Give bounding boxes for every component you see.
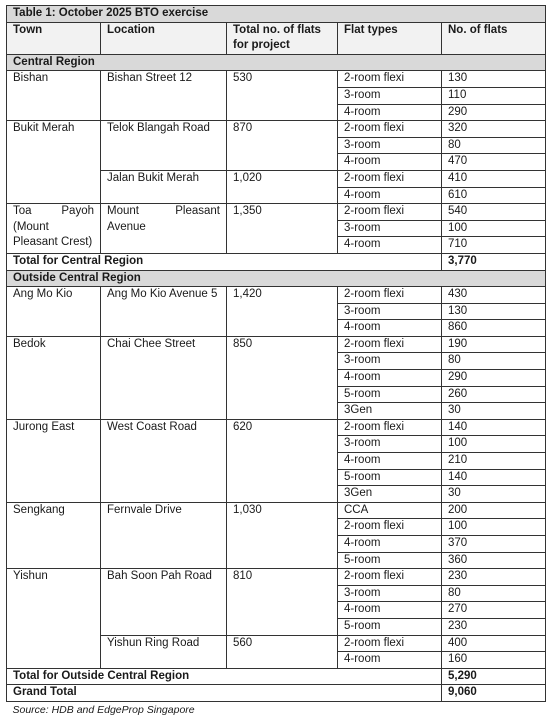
flat-type-cell: 4-room [338,237,442,254]
project-total-cell: 870 [227,121,338,171]
flat-count-cell: 80 [442,137,546,154]
town-cell: Bedok [7,336,101,419]
flat-count-cell: 290 [442,370,546,387]
flat-type-cell: 5-room [338,618,442,635]
table-row [7,204,546,221]
flat-count-cell: 210 [442,453,546,470]
subtotal-row-outside [7,668,546,685]
location-cell: Chai Chee Street [101,336,227,419]
table-row [7,336,546,353]
table-row [7,71,546,88]
flat-count-cell: 410 [442,170,546,187]
region-heading-central: Central Region [7,54,546,71]
flat-count-cell: 710 [442,237,546,254]
flat-count-cell: 860 [442,320,546,337]
location-cell: Mount Pleasant Avenue [101,204,227,254]
flat-type-cell: 5-room [338,469,442,486]
header-row [7,22,546,54]
flat-type-cell: 2-room flexi [338,287,442,304]
flat-count-cell: 80 [442,353,546,370]
subtotal-value: 3,770 [442,253,546,270]
location-cell: West Coast Road [101,419,227,502]
flat-type-cell: 2-room flexi [338,569,442,586]
table-caption: Table 1: October 2025 BTO exercise [7,6,546,23]
location-cell: Bishan Street 12 [101,71,227,121]
table-row [7,287,546,304]
region-heading-outside: Outside Central Region [7,270,546,287]
flat-type-cell: 5-room [338,552,442,569]
location-cell: Ang Mo Kio Avenue 5 [101,287,227,337]
flat-count-cell: 100 [442,519,546,536]
flat-type-cell: 3-room [338,585,442,602]
flat-type-cell: CCA [338,502,442,519]
project-total-cell: 530 [227,71,338,121]
flat-type-cell: 3-room [338,220,442,237]
header-location: Location [101,22,227,54]
flat-type-cell: 4-room [338,536,442,553]
header-no-of-flats: No. of flats [442,22,546,54]
project-total-cell: 1,020 [227,170,338,203]
flat-count-cell: 140 [442,419,546,436]
town-cell: Yishun [7,569,101,669]
flat-type-cell: 5-room [338,386,442,403]
flat-type-cell: 2-room flexi [338,635,442,652]
flat-type-cell: 4-room [338,154,442,171]
flat-count-cell: 230 [442,569,546,586]
flat-count-cell: 430 [442,287,546,304]
flat-type-cell: 2-room flexi [338,419,442,436]
flat-count-cell: 230 [442,618,546,635]
flat-type-cell: 4-room [338,453,442,470]
flat-type-cell: 3-room [338,353,442,370]
header-total-flats: Total no. of flats for project [227,22,338,54]
flat-type-cell: 3-room [338,436,442,453]
flat-count-cell: 200 [442,502,546,519]
grand-total-label: Grand Total [7,685,442,702]
flat-type-cell: 4-room [338,370,442,387]
flat-type-cell: 3-room [338,87,442,104]
project-total-cell: 1,350 [227,204,338,254]
subtotal-label: Total for Outside Central Region [7,668,442,685]
flat-count-cell: 130 [442,303,546,320]
flat-type-cell: 2-room flexi [338,71,442,88]
location-cell: Fernvale Drive [101,502,227,568]
town-cell: Ang Mo Kio [7,287,101,337]
flat-type-cell: 2-room flexi [338,336,442,353]
location-cell: Bah Soon Pah Road [101,569,227,635]
flat-type-cell: 4-room [338,652,442,669]
source-note: Source: HDB and EdgeProp Singapore [12,703,195,716]
flat-count-cell: 30 [442,486,546,503]
flat-type-cell: 4-room [338,320,442,337]
flat-count-cell: 270 [442,602,546,619]
subtotal-value: 5,290 [442,668,546,685]
flat-count-cell: 260 [442,386,546,403]
flat-type-cell: 4-room [338,104,442,121]
table-row [7,419,546,436]
flat-type-cell: 4-room [338,602,442,619]
flat-type-cell: 2-room flexi [338,170,442,187]
project-total-cell: 560 [227,635,338,668]
flat-count-cell: 130 [442,71,546,88]
flat-count-cell: 160 [442,652,546,669]
subtotal-label: Total for Central Region [7,253,442,270]
header-flat-types: Flat types [338,22,442,54]
location-cell: Telok Blangah Road [101,121,227,171]
location-cell: Jalan Bukit Merah [101,170,227,203]
location-cell: Yishun Ring Road [101,635,227,668]
header-town: Town [7,22,101,54]
subtotal-row-central [7,253,546,270]
flat-type-cell: 3Gen [338,403,442,420]
grand-total-row [7,685,546,702]
flat-count-cell: 290 [442,104,546,121]
flat-type-cell: 3-room [338,303,442,320]
flat-count-cell: 320 [442,121,546,138]
flat-count-cell: 100 [442,436,546,453]
town-cell: Sengkang [7,502,101,568]
flat-type-cell: 3-room [338,137,442,154]
flat-count-cell: 80 [442,585,546,602]
town-cell: Jurong East [7,419,101,502]
flat-count-cell: 370 [442,536,546,553]
project-total-cell: 1,030 [227,502,338,568]
flat-count-cell: 100 [442,220,546,237]
flat-count-cell: 360 [442,552,546,569]
project-total-cell: 810 [227,569,338,635]
flat-count-cell: 30 [442,403,546,420]
flat-type-cell: 3Gen [338,486,442,503]
flat-count-cell: 540 [442,204,546,221]
table-row [7,569,546,586]
flat-type-cell: 2-room flexi [338,204,442,221]
town-cell: Bukit Merah [7,121,101,204]
flat-count-cell: 140 [442,469,546,486]
flat-type-cell: 2-room flexi [338,121,442,138]
town-cell: Bishan [7,71,101,121]
project-total-cell: 1,420 [227,287,338,337]
grand-total-value: 9,060 [442,685,546,702]
bto-table [6,5,546,719]
flat-type-cell: 2-room flexi [338,519,442,536]
project-total-cell: 850 [227,336,338,419]
flat-count-cell: 400 [442,635,546,652]
table-row [7,121,546,138]
bto-table-container [6,5,545,719]
flat-count-cell: 470 [442,154,546,171]
project-total-cell: 620 [227,419,338,502]
flat-count-cell: 190 [442,336,546,353]
table-row [7,502,546,519]
flat-count-cell: 610 [442,187,546,204]
flat-type-cell: 4-room [338,187,442,204]
town-cell: Toa Payoh (Mount Pleasant Crest) [7,204,101,254]
flat-count-cell: 110 [442,87,546,104]
